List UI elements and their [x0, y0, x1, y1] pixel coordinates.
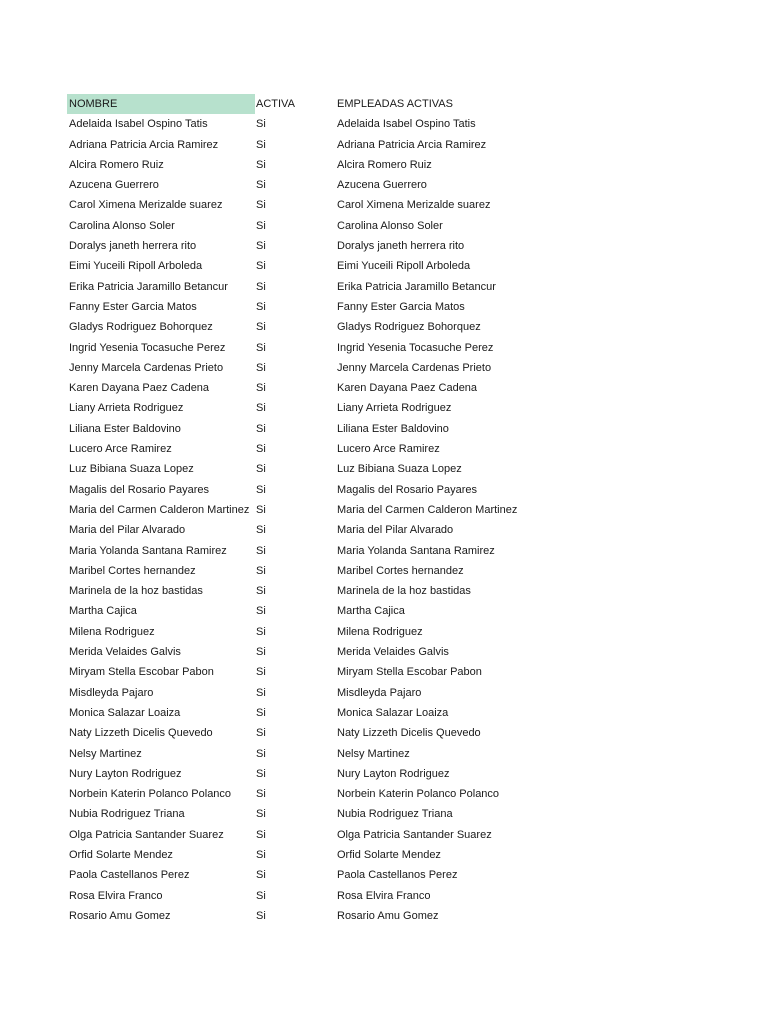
table-row [67, 439, 527, 459]
cell-activa[interactable]: Si [256, 747, 266, 760]
cell-nombre[interactable]: Misdleyda Pajaro [69, 686, 154, 699]
table-row [67, 216, 527, 236]
table-row [67, 358, 527, 378]
cell-empleada-activa[interactable]: Olga Patricia Santander Suarez [337, 828, 492, 841]
table-row [67, 500, 527, 520]
cell-empleada-activa[interactable]: Carolina Alonso Soler [337, 219, 443, 232]
cell-activa[interactable]: Si [256, 382, 266, 395]
cell-activa[interactable]: Si [256, 544, 266, 557]
employee-table [67, 94, 527, 926]
cell-activa[interactable]: Si [256, 889, 266, 902]
cell-nombre[interactable]: Eimi Yuceili Ripoll Arboleda [69, 260, 203, 273]
cell-nombre[interactable]: Orfid Solarte Mendez [69, 848, 173, 861]
cell-activa[interactable]: Si [256, 300, 266, 313]
table-row [67, 277, 527, 297]
cell-nombre[interactable]: Luz Bibiana Suaza Lopez [69, 463, 194, 476]
cell-nombre[interactable]: Rosa Elvira Franco [69, 889, 163, 902]
cell-nombre[interactable]: Maria del Pilar Alvarado [69, 524, 186, 537]
cell-empleada-activa[interactable]: Fanny Ester Garcia Matos [337, 300, 465, 313]
cell-activa[interactable]: Si [256, 848, 266, 861]
table-row [67, 459, 527, 479]
cell-empleada-activa[interactable]: Orfid Solarte Mendez [337, 848, 441, 861]
cell-activa[interactable]: Si [256, 422, 266, 435]
cell-empleada-activa[interactable]: Marinela de la hoz bastidas [337, 585, 471, 598]
table-row [67, 480, 527, 500]
table-row [67, 703, 527, 723]
cell-nombre[interactable]: Monica Salazar Loaiza [69, 706, 181, 719]
cell-activa[interactable]: Si [256, 118, 266, 131]
cell-nombre[interactable]: Fanny Ester Garcia Matos [69, 300, 197, 313]
cell-nombre[interactable]: Miryam Stella Escobar Pabon [69, 666, 214, 679]
cell-empleada-activa[interactable]: Gladys Rodriguez Bohorquez [337, 321, 481, 334]
table-row [67, 784, 527, 804]
table-row [67, 317, 527, 337]
cell-nombre[interactable]: Alcira Romero Ruiz [69, 158, 164, 171]
cell-nombre[interactable]: Maria del Carmen Calderon Martinez [69, 503, 250, 516]
cell-empleada-activa[interactable]: Adriana Patricia Arcia Ramirez [337, 138, 487, 151]
cell-nombre[interactable]: Azucena Guerrero [69, 179, 159, 192]
cell-empleada-activa[interactable]: Nubia Rodriguez Triana [337, 808, 453, 821]
cell-nombre[interactable]: Maribel Cortes hernandez [69, 564, 196, 577]
cell-empleada-activa[interactable]: Ingrid Yesenia Tocasuche Perez [337, 341, 494, 354]
header-nombre[interactable]: NOMBRE [67, 94, 255, 114]
cell-activa[interactable]: Si [256, 646, 266, 659]
cell-nombre[interactable]: Doralys janeth herrera rito [69, 240, 197, 253]
cell-nombre[interactable]: Naty Lizzeth Dicelis Quevedo [69, 727, 213, 740]
header-activa[interactable]: ACTIVA [256, 98, 295, 110]
table-row [67, 825, 527, 845]
cell-activa[interactable]: Si [256, 625, 266, 638]
cell-activa[interactable]: Si [256, 463, 266, 476]
header-empleadas-activas[interactable]: EMPLEADAS ACTIVAS [337, 98, 453, 110]
table-row [67, 398, 527, 418]
cell-empleada-activa[interactable]: Alcira Romero Ruiz [337, 158, 432, 171]
cell-activa[interactable]: Si [256, 909, 266, 922]
cell-empleada-activa[interactable]: Naty Lizzeth Dicelis Quevedo [337, 727, 481, 740]
cell-activa[interactable]: Si [256, 483, 266, 496]
table-row [67, 520, 527, 540]
cell-nombre[interactable]: Nelsy Martinez [69, 747, 142, 760]
cell-activa[interactable]: Si [256, 138, 266, 151]
cell-activa[interactable]: Si [256, 240, 266, 253]
table-row [67, 642, 527, 662]
table-row [67, 744, 527, 764]
cell-activa[interactable]: Si [256, 605, 266, 618]
cell-nombre[interactable]: Adriana Patricia Arcia Ramirez [69, 138, 219, 151]
cell-activa[interactable]: Si [256, 706, 266, 719]
cell-activa[interactable]: Si [256, 564, 266, 577]
cell-nombre[interactable]: Milena Rodriguez [69, 625, 155, 638]
cell-empleada-activa[interactable]: Lucero Arce Ramirez [337, 443, 440, 456]
cell-empleada-activa[interactable]: Miryam Stella Escobar Pabon [337, 666, 482, 679]
cell-nombre[interactable]: Karen Dayana Paez Cadena [69, 382, 210, 395]
cell-empleada-activa[interactable]: Maribel Cortes hernandez [337, 564, 464, 577]
cell-nombre[interactable]: Jenny Marcela Cardenas Prieto [69, 361, 224, 374]
table-row [67, 886, 527, 906]
cell-nombre[interactable]: Martha Cajica [69, 605, 137, 618]
cell-nombre[interactable]: Carolina Alonso Soler [69, 219, 175, 232]
cell-activa[interactable]: Si [256, 321, 266, 334]
cell-activa[interactable]: Si [256, 280, 266, 293]
cell-activa[interactable]: Si [256, 869, 266, 882]
cell-nombre[interactable]: Merida Velaides Galvis [69, 646, 181, 659]
cell-activa[interactable]: Si [256, 158, 266, 171]
cell-activa[interactable]: Si [256, 443, 266, 456]
cell-nombre[interactable]: Lucero Arce Ramirez [69, 443, 172, 456]
cell-empleada-activa[interactable]: Maria Yolanda Santana Ramirez [337, 544, 495, 557]
cell-nombre[interactable]: Paola Castellanos Perez [69, 869, 190, 882]
cell-nombre[interactable]: Adelaida Isabel Ospino Tatis [69, 118, 208, 131]
cell-empleada-activa[interactable]: Maria del Pilar Alvarado [337, 524, 454, 537]
cell-empleada-activa[interactable]: Misdleyda Pajaro [337, 686, 422, 699]
cell-empleada-activa[interactable]: Erika Patricia Jaramillo Betancur [337, 280, 496, 293]
cell-empleada-activa[interactable]: Norbein Katerin Polanco Polanco [337, 788, 500, 801]
table-row [67, 236, 527, 256]
cell-empleada-activa[interactable]: Eimi Yuceili Ripoll Arboleda [337, 260, 471, 273]
cell-empleada-activa[interactable]: Rosa Elvira Franco [337, 889, 431, 902]
cell-nombre[interactable]: Olga Patricia Santander Suarez [69, 828, 224, 841]
cell-nombre[interactable]: Norbein Katerin Polanco Polanco [69, 788, 232, 801]
table-row [67, 256, 527, 276]
table-row [67, 804, 527, 824]
cell-activa[interactable]: Si [256, 260, 266, 273]
table-row [67, 155, 527, 175]
cell-activa[interactable]: Si [256, 585, 266, 598]
cell-nombre[interactable]: Nury Layton Rodriguez [69, 767, 182, 780]
cell-activa[interactable]: Si [256, 788, 266, 801]
cell-empleada-activa[interactable]: Jenny Marcela Cardenas Prieto [337, 361, 492, 374]
cell-empleada-activa[interactable]: Magalis del Rosario Payares [337, 483, 478, 496]
cell-nombre[interactable]: Marinela de la hoz bastidas [69, 585, 203, 598]
cell-empleada-activa[interactable]: Monica Salazar Loaiza [337, 706, 449, 719]
cell-activa[interactable]: Si [256, 686, 266, 699]
cell-activa[interactable]: Si [256, 808, 266, 821]
table-row [67, 419, 527, 439]
table-row [67, 601, 527, 621]
cell-activa[interactable]: Si [256, 219, 266, 232]
table-row [67, 581, 527, 601]
cell-empleada-activa[interactable]: Carol Ximena Merizalde suarez [337, 199, 491, 212]
table-row [67, 906, 527, 926]
table-body [67, 114, 527, 926]
cell-activa[interactable]: Si [256, 179, 266, 192]
table-row [67, 865, 527, 885]
cell-empleada-activa[interactable]: Maria del Carmen Calderon Martinez [337, 503, 518, 516]
cell-empleada-activa[interactable]: Doralys janeth herrera rito [337, 240, 465, 253]
cell-nombre[interactable]: Ingrid Yesenia Tocasuche Perez [69, 341, 226, 354]
table-row [67, 723, 527, 743]
cell-empleada-activa[interactable]: Milena Rodriguez [337, 625, 423, 638]
cell-empleada-activa[interactable]: Liany Arrieta Rodriguez [337, 402, 452, 415]
cell-empleada-activa[interactable]: Azucena Guerrero [337, 179, 427, 192]
cell-empleada-activa[interactable]: Paola Castellanos Perez [337, 869, 458, 882]
cell-nombre[interactable]: Magalis del Rosario Payares [69, 483, 210, 496]
cell-empleada-activa[interactable]: Nury Layton Rodriguez [337, 767, 450, 780]
table-row [67, 338, 527, 358]
cell-activa[interactable]: Si [256, 727, 266, 740]
cell-activa[interactable]: Si [256, 503, 266, 516]
table-row [67, 845, 527, 865]
table-row [67, 764, 527, 784]
table-row [67, 297, 527, 317]
cell-empleada-activa[interactable]: Luz Bibiana Suaza Lopez [337, 463, 462, 476]
table-row [67, 195, 527, 215]
table-row [67, 135, 527, 155]
table-row [67, 175, 527, 195]
cell-activa[interactable]: Si [256, 402, 266, 415]
cell-nombre[interactable]: Gladys Rodriguez Bohorquez [69, 321, 213, 334]
cell-activa[interactable]: Si [256, 767, 266, 780]
cell-nombre[interactable]: Rosario Amu Gomez [69, 909, 171, 922]
cell-empleada-activa[interactable]: Martha Cajica [337, 605, 405, 618]
cell-empleada-activa[interactable]: Adelaida Isabel Ospino Tatis [337, 118, 476, 131]
cell-nombre[interactable]: Carol Ximena Merizalde suarez [69, 199, 223, 212]
cell-empleada-activa[interactable]: Karen Dayana Paez Cadena [337, 382, 478, 395]
cell-activa[interactable]: Si [256, 341, 266, 354]
cell-activa[interactable]: Si [256, 199, 266, 212]
cell-nombre[interactable]: Liliana Ester Baldovino [69, 422, 181, 435]
cell-activa[interactable]: Si [256, 666, 266, 679]
cell-empleada-activa[interactable]: Nelsy Martinez [337, 747, 410, 760]
table-row [67, 683, 527, 703]
cell-empleada-activa[interactable]: Rosario Amu Gomez [337, 909, 439, 922]
cell-activa[interactable]: Si [256, 828, 266, 841]
table-row [67, 561, 527, 581]
table-row [67, 114, 527, 134]
table-row [67, 378, 527, 398]
cell-activa[interactable]: Si [256, 361, 266, 374]
table-header-row [67, 94, 527, 114]
table-row [67, 622, 527, 642]
table-row [67, 662, 527, 682]
cell-nombre[interactable]: Nubia Rodriguez Triana [69, 808, 185, 821]
cell-nombre[interactable]: Maria Yolanda Santana Ramirez [69, 544, 227, 557]
cell-activa[interactable]: Si [256, 524, 266, 537]
cell-empleada-activa[interactable]: Liliana Ester Baldovino [337, 422, 449, 435]
cell-nombre[interactable]: Liany Arrieta Rodriguez [69, 402, 184, 415]
table-row [67, 541, 527, 561]
cell-empleada-activa[interactable]: Merida Velaides Galvis [337, 646, 449, 659]
cell-nombre[interactable]: Erika Patricia Jaramillo Betancur [69, 280, 228, 293]
